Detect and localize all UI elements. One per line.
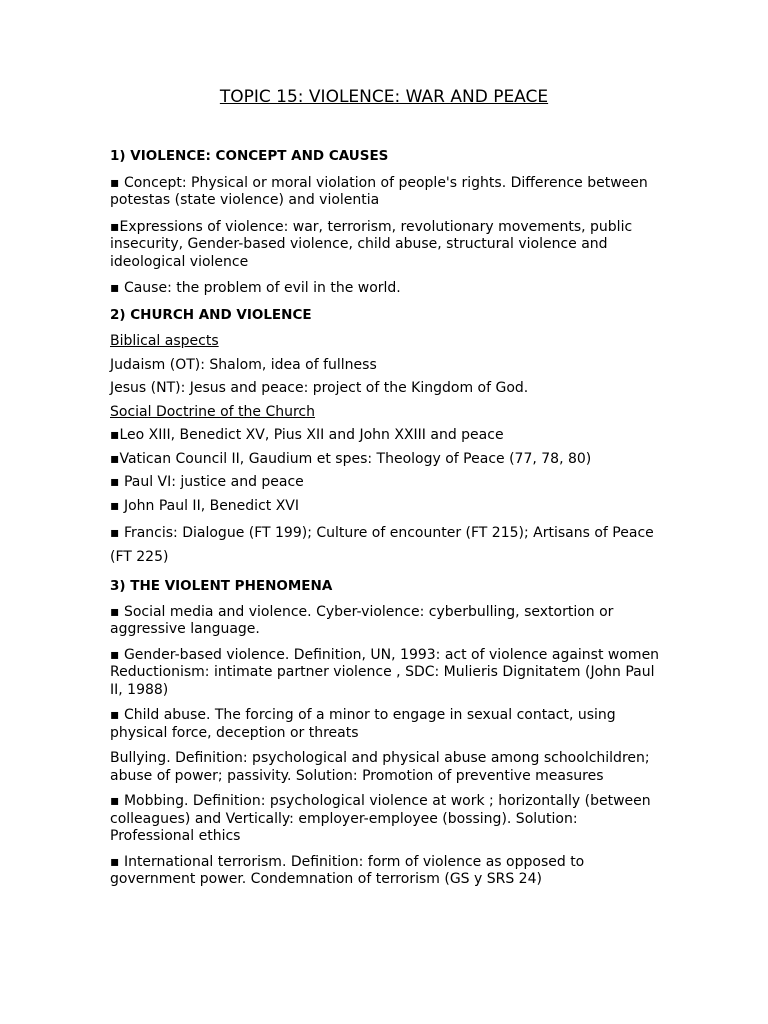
john-paul-line: ▪ John Paul II, Benedict XVI — [110, 497, 300, 514]
cause-paragraph: ▪ Cause: the problem of evil in the world. — [110, 280, 401, 296]
francis-line: ▪ Francis: Dialogue (FT 199); Culture of encounter (FT 215); Artisans of Peace (FT 225) — [110, 525, 654, 565]
paul-line: ▪ Paul VI: justice and peace — [110, 474, 304, 490]
concept-paragraph: ▪ Concept: Physical or moral violation of people's rights. Difference between potestas (state violence) and violentia — [110, 174, 648, 208]
section2-heading: 2) CHURCH AND VIOLENCE — [110, 306, 312, 323]
mobbing-paragraph: ▪ Mobbing. Definition: psychological violence at work ; horizontally (between colleagues) and Vertically: employer-employee (bossing). Solution: Professional ethics — [110, 793, 651, 844]
document-title: TOPIC 15: VIOLENCE: WAR AND PEACE — [219, 87, 549, 107]
leo-line: ▪Leo XIII, Benedict XV, Pius XII and John XXIII and peace — [110, 427, 504, 443]
child-abuse-paragraph: ▪ Child abuse. The forcing of a minor to engage in sexual contact, using physical force, deception or threats — [110, 707, 616, 741]
biblical-aspects-subheading: Biblical aspects — [110, 333, 219, 349]
bullying-paragraph: Bullying. Definition: psychological and physical abuse among schoolchildren; abuse of power; passivity. Solution: Promotion of preventive measures — [110, 750, 650, 784]
social-media-paragraph: ▪ Social media and violence. Cyber-violence: cyberbulling, sextortion or aggressive language. — [110, 603, 614, 637]
terrorism-paragraph: ▪ International terrorism. Definition: form of violence as opposed to government power. Condemnation of terrorism (GS y SRS 24) — [110, 853, 585, 887]
judaism-line: Judaism (OT): Shalom, idea of fullness — [110, 356, 377, 373]
section1-heading: 1) VIOLENCE: CONCEPT AND CAUSES — [110, 148, 389, 164]
gender-violence-paragraph: ▪ Gender-based violence. Definition, UN, 1993: act of violence against women Reductionism: intimate partner violence , SDC: Mulieris Dignitatem (John Paul II, 1988) — [110, 646, 660, 698]
jesus-line: Jesus (NT): Jesus and peace: project of the Kingdom of God. — [110, 380, 529, 396]
document-body — [110, 145, 662, 889]
social-doctrine-subheading: Social Doctrine of the Church — [110, 403, 315, 420]
section3-heading: 3) THE VIOLENT PHENOMENA — [110, 578, 333, 594]
vatican-line: ▪Vatican Council II, Gaudium et spes: Theology of Peace (77, 78, 80) — [110, 450, 592, 467]
expressions-paragraph: ▪Expressions of violence: war, terrorism, revolutionary movements, public insecurity, Gender-based violence, child abuse, structural violence and ideological violence — [110, 218, 633, 270]
